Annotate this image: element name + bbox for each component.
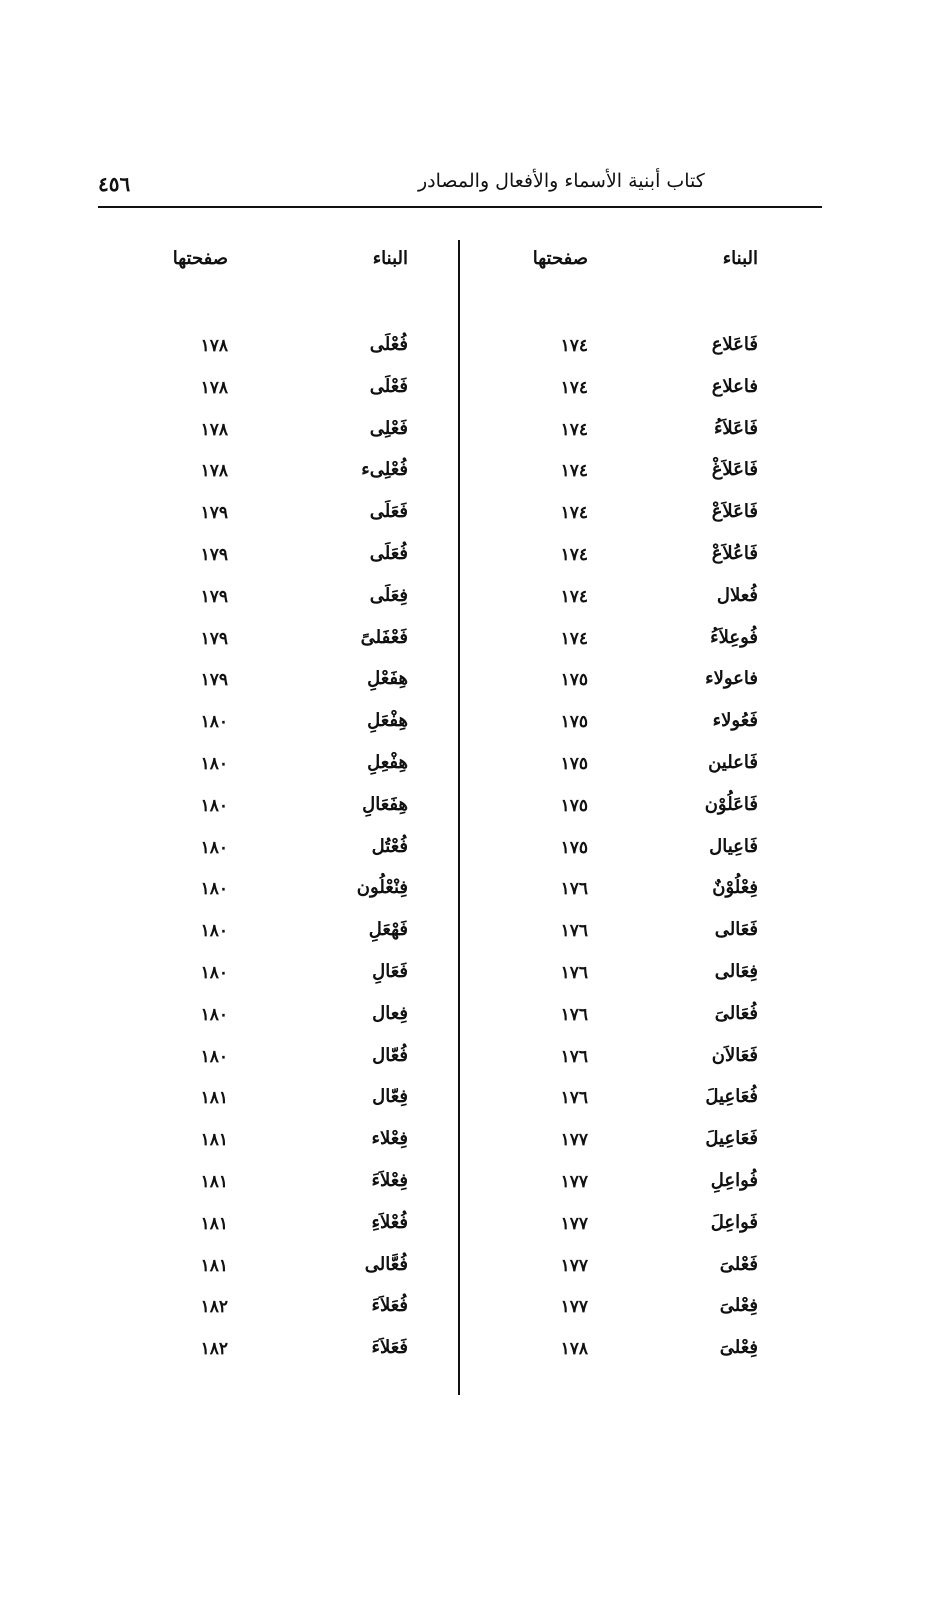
page-reference: ١٧٤ bbox=[560, 544, 588, 565]
pattern-form: فَعْفَلىً bbox=[360, 626, 408, 648]
page-reference: ١٧٥ bbox=[560, 753, 588, 774]
pattern-form: هِفْعِلِ bbox=[367, 751, 408, 773]
index-row bbox=[148, 627, 408, 669]
pattern-form: فَعَالِ bbox=[372, 960, 408, 982]
column-header bbox=[458, 248, 758, 274]
page-reference: ١٧٧ bbox=[560, 1255, 588, 1276]
running-title: كتاب أبنية الأسماء والأفعال والمصادر bbox=[418, 170, 705, 192]
pattern-form: فِعْلىَ bbox=[719, 1295, 758, 1317]
page-reference: ١٧٤ bbox=[560, 377, 588, 398]
pattern-form: هِفَعَالِ bbox=[362, 793, 408, 815]
index-row bbox=[148, 585, 408, 627]
index-column-left bbox=[148, 248, 408, 1379]
page-reference: ١٧٩ bbox=[200, 670, 228, 691]
index-column-right bbox=[458, 248, 758, 1379]
page-reference: ١٨٠ bbox=[200, 795, 228, 816]
pattern-form: فَعْلِى bbox=[369, 417, 408, 439]
page-header: صفحتها bbox=[172, 248, 228, 269]
index-row bbox=[148, 836, 408, 878]
pattern-form: فُعّال bbox=[372, 1044, 408, 1066]
index-row bbox=[148, 1045, 408, 1087]
index-row bbox=[148, 334, 408, 376]
index-row bbox=[148, 1212, 408, 1254]
pattern-form: فَعَلَى bbox=[369, 501, 408, 523]
index-row bbox=[458, 1045, 758, 1087]
pattern-form: فَعْلىَ bbox=[719, 1253, 758, 1275]
page-reference: ١٧٦ bbox=[560, 962, 588, 983]
page-reference: ١٨٢ bbox=[200, 1339, 228, 1360]
pattern-form: فَعْلَى bbox=[369, 375, 408, 397]
pattern-form: فاعلاع bbox=[711, 375, 758, 397]
page-reference: ١٨٠ bbox=[200, 962, 228, 983]
pattern-form: فَواعِلَ bbox=[710, 1211, 758, 1233]
page-reference: ١٨١ bbox=[200, 1255, 228, 1276]
index-row bbox=[458, 543, 758, 585]
index-row bbox=[148, 1128, 408, 1170]
pattern-form: فَعَالى bbox=[714, 919, 758, 941]
index-row bbox=[458, 627, 758, 669]
pattern-form: فِعّال bbox=[372, 1086, 408, 1108]
page-reference: ١٧٦ bbox=[560, 1046, 588, 1067]
page-reference: ١٨٠ bbox=[200, 1004, 228, 1025]
page-reference: ١٨٠ bbox=[200, 753, 228, 774]
page-reference: ١٧٧ bbox=[560, 1297, 588, 1318]
pattern-form: هِفَعْلِ bbox=[367, 668, 408, 690]
running-header bbox=[98, 168, 822, 198]
pattern-form: فاعولاء bbox=[705, 668, 758, 690]
pattern-form: فُعَلَى bbox=[369, 542, 408, 564]
page-reference: ١٨١ bbox=[200, 1171, 228, 1192]
page-reference: ١٧٧ bbox=[560, 1171, 588, 1192]
pattern-form: فَاعَلاَءُ bbox=[713, 417, 758, 439]
index-row bbox=[458, 668, 758, 710]
pattern-form: فِعْلُوْنٌ bbox=[712, 877, 758, 899]
page-reference: ١٧٤ bbox=[560, 503, 588, 524]
index-row bbox=[458, 794, 758, 836]
page-reference: ١٧٩ bbox=[200, 586, 228, 607]
pattern-form: فُعَاعِيلَ bbox=[705, 1086, 758, 1108]
index-row bbox=[148, 752, 408, 794]
pattern-form: هِفْعَلِ bbox=[367, 710, 408, 732]
pattern-form: فُوعِلاَءُ bbox=[710, 626, 758, 648]
index-row bbox=[148, 710, 408, 752]
index-row bbox=[458, 501, 758, 543]
pattern-form: فَعَاعِيلَ bbox=[705, 1128, 758, 1150]
index-row bbox=[458, 459, 758, 501]
page-reference: ١٧٩ bbox=[200, 544, 228, 565]
page-reference: ١٨٠ bbox=[200, 712, 228, 733]
pattern-form: فَهْعَلِ bbox=[368, 919, 408, 941]
index-row bbox=[458, 1254, 758, 1296]
page-reference: ١٧٨ bbox=[200, 336, 228, 356]
page-reference: ١٧٤ bbox=[560, 419, 588, 440]
index-row bbox=[148, 1086, 408, 1128]
page-reference: ١٧٦ bbox=[560, 879, 588, 900]
pattern-form: فَاعلين bbox=[708, 751, 758, 773]
index-row bbox=[458, 836, 758, 878]
pattern-form: فُعَلاَءَ bbox=[371, 1295, 408, 1317]
page-reference: ١٧٨ bbox=[200, 461, 228, 482]
form-header: البناء bbox=[372, 248, 408, 269]
pattern-form: فِعَالى bbox=[714, 960, 758, 982]
pattern-form: فَعَالاَن bbox=[711, 1044, 758, 1066]
page-reference: ١٧٤ bbox=[560, 336, 588, 356]
index-row bbox=[458, 1086, 758, 1128]
page-reference: ١٧٨ bbox=[200, 377, 228, 398]
pattern-form: فَاعَلاَغْ bbox=[711, 459, 758, 481]
page-reference: ١٧٧ bbox=[560, 1130, 588, 1151]
pattern-form: فِعَلَى bbox=[369, 584, 408, 606]
pattern-form: فَاعَلُوْن bbox=[704, 793, 758, 815]
page-reference: ١٧٨ bbox=[200, 419, 228, 440]
page-reference: ١٧٩ bbox=[200, 503, 228, 524]
page-reference: ١٨٠ bbox=[200, 879, 228, 900]
page-reference: ١٨١ bbox=[200, 1088, 228, 1109]
page-reference: ١٧٤ bbox=[560, 461, 588, 482]
index-row bbox=[458, 334, 758, 376]
page-reference: ١٧٦ bbox=[560, 1004, 588, 1025]
index-row bbox=[148, 961, 408, 1003]
pattern-form: فَاعُلاَعْ bbox=[711, 542, 758, 564]
index-row bbox=[148, 794, 408, 836]
index-row bbox=[148, 1337, 408, 1379]
page-reference: ١٧٤ bbox=[560, 586, 588, 607]
index-row bbox=[458, 752, 758, 794]
index-row bbox=[148, 919, 408, 961]
index-row bbox=[458, 585, 758, 627]
page-reference: ١٧٥ bbox=[560, 795, 588, 816]
pattern-form: فَاعَلاع bbox=[711, 334, 758, 355]
page-reference: ١٨٠ bbox=[200, 921, 228, 942]
index-row bbox=[148, 1003, 408, 1045]
index-row bbox=[148, 501, 408, 543]
pattern-form: فَاعَلاَعْ bbox=[711, 501, 758, 523]
pattern-form: فُعَالىَ bbox=[714, 1002, 758, 1024]
index-row bbox=[458, 1295, 758, 1337]
page-reference: ١٨٠ bbox=[200, 837, 228, 858]
pattern-form: فَعَلاَءَ bbox=[371, 1337, 408, 1359]
page-reference: ١٨٢ bbox=[200, 1297, 228, 1318]
index-row bbox=[458, 1128, 758, 1170]
index-row bbox=[148, 1170, 408, 1212]
header-rule bbox=[98, 206, 822, 208]
page-reference: ١٧٨ bbox=[560, 1339, 588, 1360]
index-row bbox=[148, 1295, 408, 1337]
pattern-form: فُعْلِىء bbox=[361, 459, 408, 481]
index-row bbox=[458, 710, 758, 752]
page-reference: ١٧٦ bbox=[560, 1088, 588, 1109]
index-row bbox=[458, 1212, 758, 1254]
pattern-form: فُعْتُل bbox=[371, 835, 408, 857]
pattern-form: فَعُولاء bbox=[712, 710, 758, 732]
page-reference: ١٧٦ bbox=[560, 921, 588, 942]
index-row bbox=[458, 919, 758, 961]
pattern-form: فُعلال bbox=[716, 584, 758, 606]
page-reference: ١٧٩ bbox=[200, 628, 228, 649]
page-reference: ١٧٥ bbox=[560, 670, 588, 691]
column-header bbox=[148, 248, 408, 274]
page-reference: ١٨١ bbox=[200, 1213, 228, 1234]
index-row bbox=[148, 459, 408, 501]
pattern-form: فُواعِلِ bbox=[710, 1169, 758, 1191]
pattern-form: فَاعِيال bbox=[709, 835, 758, 857]
index-row bbox=[148, 877, 408, 919]
index-row bbox=[148, 418, 408, 460]
form-header: البناء bbox=[722, 248, 758, 269]
pattern-form: فِعْلىَ bbox=[719, 1337, 758, 1359]
index-row bbox=[148, 1254, 408, 1296]
index-row bbox=[148, 668, 408, 710]
pattern-form: فُعْلاَءِ bbox=[371, 1211, 408, 1233]
page-reference: ١٨٠ bbox=[200, 1046, 228, 1067]
pattern-form: فِعال bbox=[372, 1002, 408, 1024]
page-reference: ١٧٤ bbox=[560, 628, 588, 649]
index-rows bbox=[148, 334, 408, 1379]
pattern-form: فِنْعْلُون bbox=[356, 877, 408, 899]
page-reference: ١٨١ bbox=[200, 1130, 228, 1151]
index-row bbox=[458, 1003, 758, 1045]
pattern-form: فِعْلاء bbox=[371, 1128, 408, 1150]
index-row bbox=[458, 961, 758, 1003]
index-row bbox=[148, 543, 408, 585]
pattern-form: فُعْلَى bbox=[369, 334, 408, 355]
page-number: ٤٥٦ bbox=[98, 172, 131, 196]
index-row bbox=[458, 376, 758, 418]
pattern-form: فِعْلاَءَ bbox=[371, 1169, 408, 1191]
page-header: صفحتها bbox=[532, 248, 588, 269]
index-row bbox=[148, 376, 408, 418]
pattern-form: فُعَّالى bbox=[364, 1253, 408, 1275]
index-row bbox=[458, 877, 758, 919]
index-row bbox=[458, 1337, 758, 1379]
index-row bbox=[458, 418, 758, 460]
page-reference: ١٧٥ bbox=[560, 712, 588, 733]
index-rows bbox=[458, 334, 758, 1379]
page-reference: ١٧٥ bbox=[560, 837, 588, 858]
page-reference: ١٧٧ bbox=[560, 1213, 588, 1234]
index-row bbox=[458, 1170, 758, 1212]
